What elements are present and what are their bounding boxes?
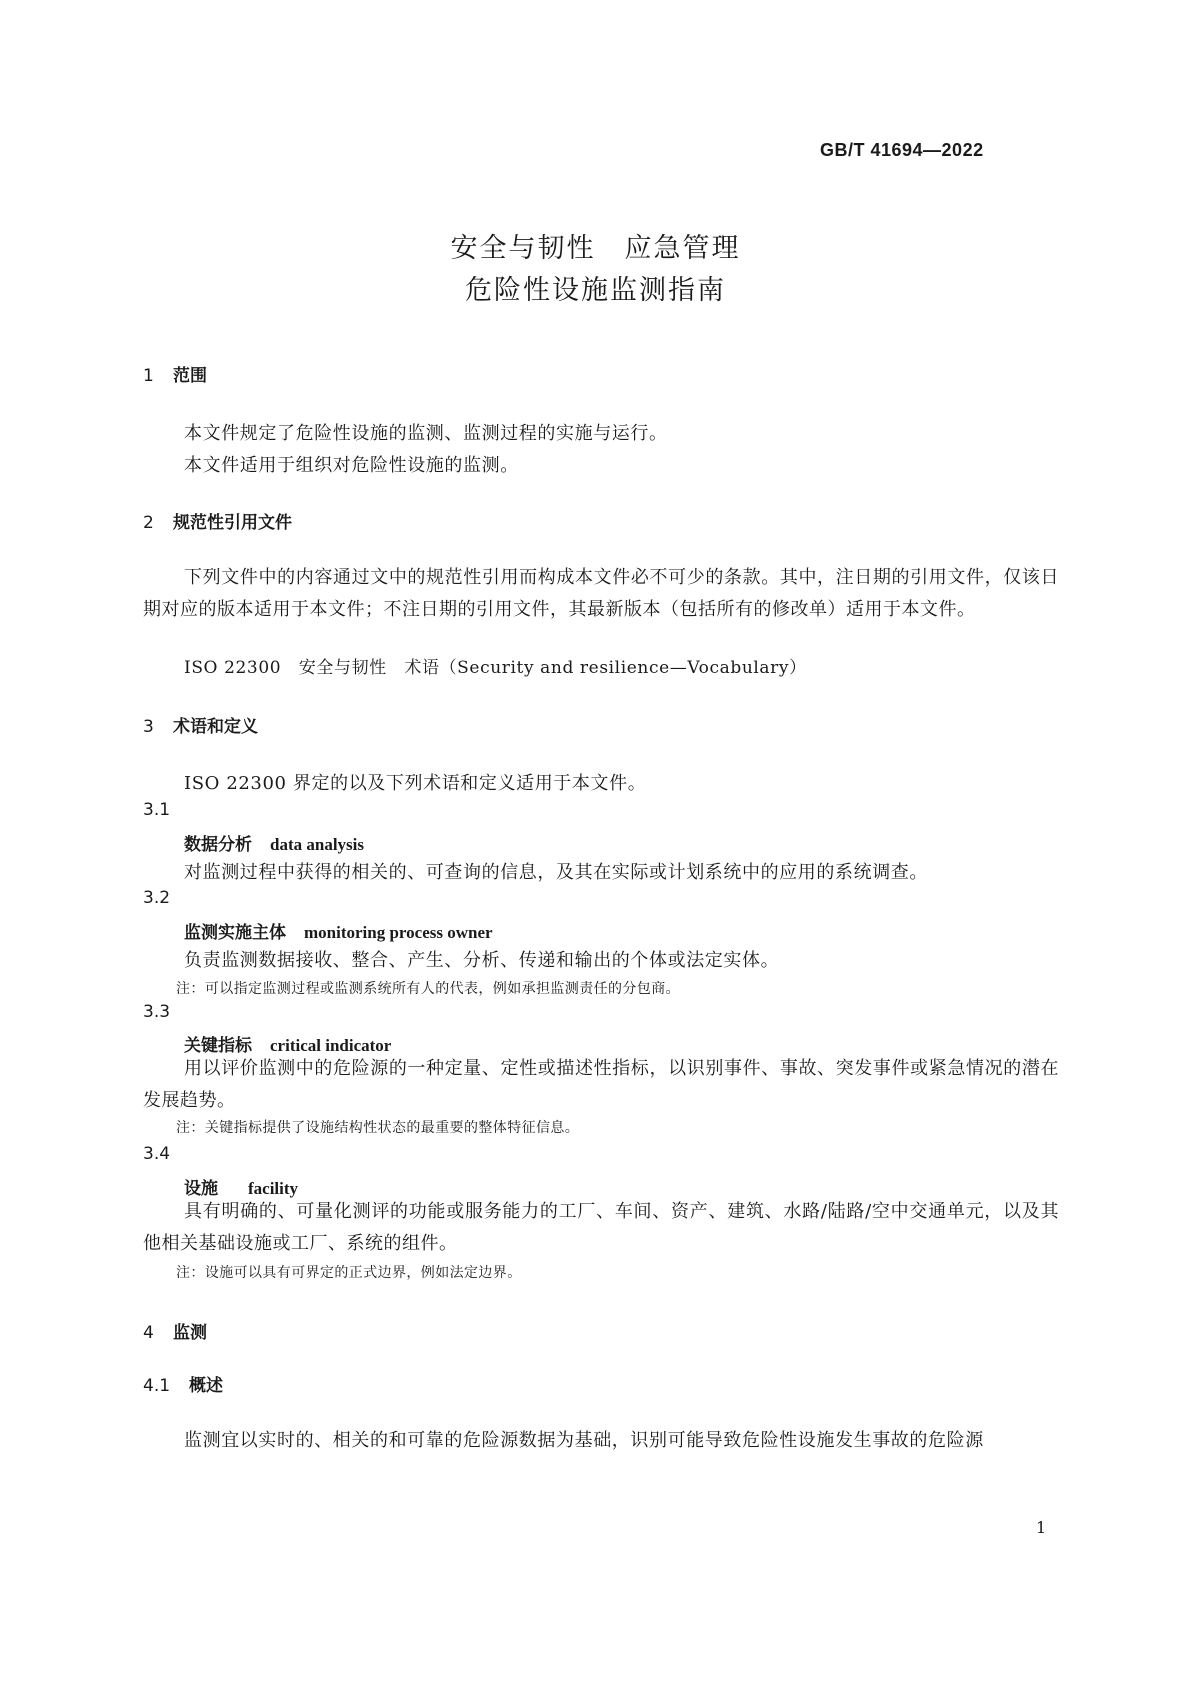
standard-code: GB/T 41694—2022 — [820, 140, 984, 160]
note-label: 注： — [176, 981, 205, 997]
term-3-3-note — [176, 1117, 579, 1137]
section-title: 术语和定义 — [173, 717, 258, 737]
term-3-2-title — [184, 918, 493, 943]
term-3-4-definition: 具有明确的、可量化测评的功能或服务能力的工厂、车间、资产、建筑、水路/陆路/空中交通单元，以及其他相关基础设施或工厂、系统的组件。 — [143, 1201, 1059, 1254]
section-1-paragraph-2: 本文件适用于组织对危险性设施的监测。 — [184, 455, 519, 476]
section-2-heading — [143, 508, 292, 533]
term-3-3-number: 3.3 — [143, 1002, 171, 1022]
note-text: 可以指定监测过程或监测系统所有人的代表，例如承担监测责任的分包商。 — [204, 981, 681, 997]
term-3-1-number: 3.1 — [143, 800, 171, 820]
subsection-4-1-heading — [143, 1371, 223, 1396]
term-3-4-note — [176, 1262, 522, 1282]
term-english: facility — [248, 1179, 299, 1198]
note-text: 关键指标提供了设施结构性状态的最重要的整体特征信息。 — [204, 1120, 580, 1136]
page-number: 1 — [1036, 1518, 1047, 1537]
note-label: 注： — [176, 1120, 205, 1136]
subsection-4-1-paragraph: 监测宜以实时的、相关的和可靠的危险源数据为基础，识别可能导致危险性设施发生事故的危险源 — [184, 1430, 984, 1451]
term-chinese: 监测实施主体 — [184, 923, 286, 943]
term-english: data analysis — [270, 835, 364, 854]
section-3-intro: ISO 22300 界定的以及下列术语和定义适用于本文件。 — [184, 773, 647, 794]
note-text: 设施可以具有可界定的正式边界，例如法定边界。 — [204, 1265, 522, 1281]
section-number: 1 — [143, 366, 154, 386]
document-title-line-1: 安全与韧性 应急管理 — [450, 233, 741, 264]
term-english: critical indicator — [270, 1036, 392, 1055]
section-number: 4 — [143, 1323, 154, 1343]
document-title-line-2: 危险性设施监测指南 — [465, 275, 726, 306]
term-3-2-note — [176, 978, 680, 998]
normative-reference: ISO 22300 安全与韧性 术语（Security and resilience—Vocabulary） — [184, 658, 807, 678]
section-3-heading — [143, 712, 258, 737]
term-3-1-title — [184, 830, 364, 855]
note-label: 注： — [176, 1265, 205, 1281]
subsection-number: 4.1 — [143, 1376, 171, 1396]
term-3-4-number: 3.4 — [143, 1144, 171, 1164]
term-3-2-definition: 负责监测数据接收、整合、产生、分析、传递和输出的个体或法定实体。 — [184, 950, 780, 971]
section-1-paragraph-1: 本文件规定了危险性设施的监测、监测过程的实施与运行。 — [184, 423, 668, 444]
section-number: 3 — [143, 717, 154, 737]
term-chinese: 数据分析 — [184, 835, 252, 855]
term-english: monitoring process owner — [304, 923, 493, 942]
section-1-heading — [143, 361, 207, 386]
term-chinese: 关键指标 — [184, 1036, 252, 1056]
section-2-paragraph: 下列文件中的内容通过文中的规范性引用而构成本文件必不可少的条款。其中，注日期的引用文件，仅该日期对应的版本适用于本文件；不注日期的引用文件，其最新版本（包括所有的修改单）适用于本文件。 — [143, 567, 1059, 620]
section-title: 规范性引用文件 — [173, 513, 292, 533]
term-3-3-definition: 用以评价监测中的危险源的一种定量、定性或描述性指标，以识别事件、事故、突发事件或紧急情况的潜在发展趋势。 — [143, 1058, 1059, 1111]
term-chinese: 设施 — [184, 1179, 218, 1199]
subsection-title: 概述 — [189, 1376, 223, 1396]
section-title: 范围 — [173, 366, 207, 386]
section-number: 2 — [143, 513, 154, 533]
section-title: 监测 — [173, 1323, 207, 1343]
section-4-heading — [143, 1318, 207, 1343]
term-3-2-number: 3.2 — [143, 888, 171, 908]
term-3-1-definition: 对监测过程中获得的相关的、可查询的信息，及其在实际或计划系统中的应用的系统调查。 — [184, 862, 928, 883]
